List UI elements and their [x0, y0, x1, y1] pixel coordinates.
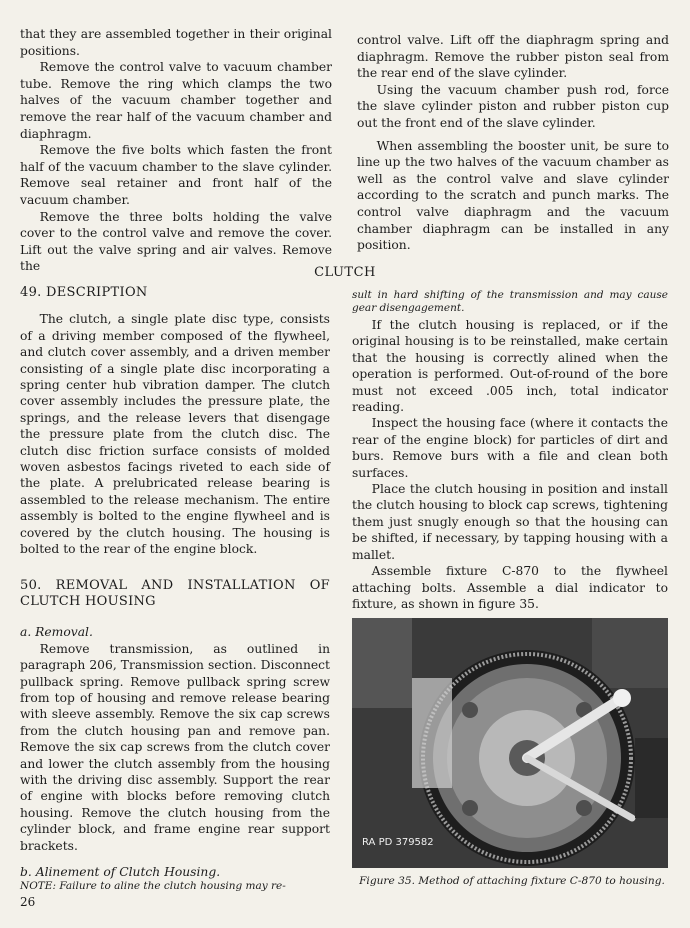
figure-id-label: RA PD 379582: [362, 837, 434, 848]
lower-right-column: [352, 289, 668, 612]
paragraph: control valve. Lift off the diaphragm spring and diaphragm. Remove the rubber piston seal from the rear end of the slave cylinder.: [357, 33, 669, 81]
paragraph: When assembling the booster unit, be sure to line up the two halves of the vacuum chamber as well as the control valve and slave cylinder according to the scratch and punch marks. The control valve diaphragm and the vacuum chamber diaphragm can be installed in any position.: [357, 138, 669, 253]
section-heading-49: 49. DESCRIPTION: [20, 285, 148, 300]
clutch-housing-photo: [352, 618, 668, 868]
lower-left-column: [20, 285, 330, 893]
section-title: CLUTCH: [314, 265, 376, 280]
page-number: 26: [20, 895, 36, 909]
figure-35-photo: [352, 618, 668, 868]
removal-paragraph: Remove transmission, as outlined in paragraph 206, Transmission section. Disconnect pullback spring. Remove pullback spring screw from top of housing and remove release bearing with sleeve assembly. Remove the six cap screws from the clutch housing pan and remove pan. Remove the six cap screws from the clutch cover and lower the clutch assembly from the housing with the driving disc assembly. Support the rear of engine with blocks before removing clutch housing. Remove the clutch housing from the cylinder block, and frame engine rear support brackets.: [20, 641, 330, 853]
paragraph: If the clutch housing is replaced, or if the original housing is to be reinstalled, make certain that the housing is correctly alined when the operation is performed. Out-of-round of the bore must not exceed .005 inch, total indicator reading.: [352, 318, 668, 415]
paragraph: Inspect the housing face (where it contacts the rear of the engine block) for particles of dirt and burs. Remove burs with a file and clean both surfaces.: [352, 416, 668, 480]
paragraph: Place the clutch housing in position and install the clutch housing to block cap screws, tightening them just snugly enough so that the housing can be shifted, if necessary, by tapping housing with a mallet.: [352, 482, 668, 562]
subheading-alinement: b. Alinement of Clutch Housing.: [20, 865, 221, 879]
paragraph: Remove the five bolts which fasten the front half of the vacuum chamber to the slave cylinder. Remove seal retainer and front half of the vacuum chamber.: [20, 143, 332, 207]
paragraph: that they are assembled together in their original positions.: [20, 27, 332, 58]
note-text: NOTE: Failure to aline the clutch housing may re-: [20, 880, 286, 893]
note-continuation: sult in hard shifting of the transmission and may cause gear disengagement.: [352, 289, 668, 314]
subheading-removal: a. Removal.: [20, 625, 93, 640]
paragraph: Remove the three bolts holding the valve cover to the control valve and remove the cover. Lift out the valve spring and air valves. Remove the: [20, 209, 332, 274]
paragraph: Remove the control valve to vacuum chamber tube. Remove the ring which clamps the two halves of the vacuum chamber together and remove the rear half of the vacuum chamber and diaphragm.: [20, 60, 332, 141]
paragraph: Using the vacuum chamber push rod, force the slave cylinder piston and rubber piston cup out the front end of the slave cylinder.: [357, 82, 669, 130]
section-heading-50: 50. REMOVAL AND INSTALLATION OF CLUTCH HOUSING: [20, 577, 330, 609]
paragraph: Assemble fixture C-870 to the flywheel attaching bolts. Assemble a dial indicator to fixture, as shown in figure 35.: [352, 564, 668, 611]
figure-caption: Figure 35. Method of attaching fixture C-870 to housing.: [359, 875, 665, 887]
top-right-column: [357, 32, 669, 254]
description-paragraph: The clutch, a single plate disc type, consists of a driving member composed of the flywheel, and clutch cover assembly, and a driven member consisting of a single plate disc incorporating a spring center hub vibration damper. The clutch cover assembly includes the pressure plate, the springs, and the release levers that disengage the pressure plate from the clutch disc. The clutch disc friction surface consists of molded woven asbestos facings riveted to each side of the plate. A prelubricated release bearing is assembled to the release mechanism. The entire assembly is bolted to the engine flywheel and is covered by the clutch housing. The housing is bolted to the rear of the engine block.: [20, 312, 330, 557]
top-left-column: [20, 26, 332, 275]
